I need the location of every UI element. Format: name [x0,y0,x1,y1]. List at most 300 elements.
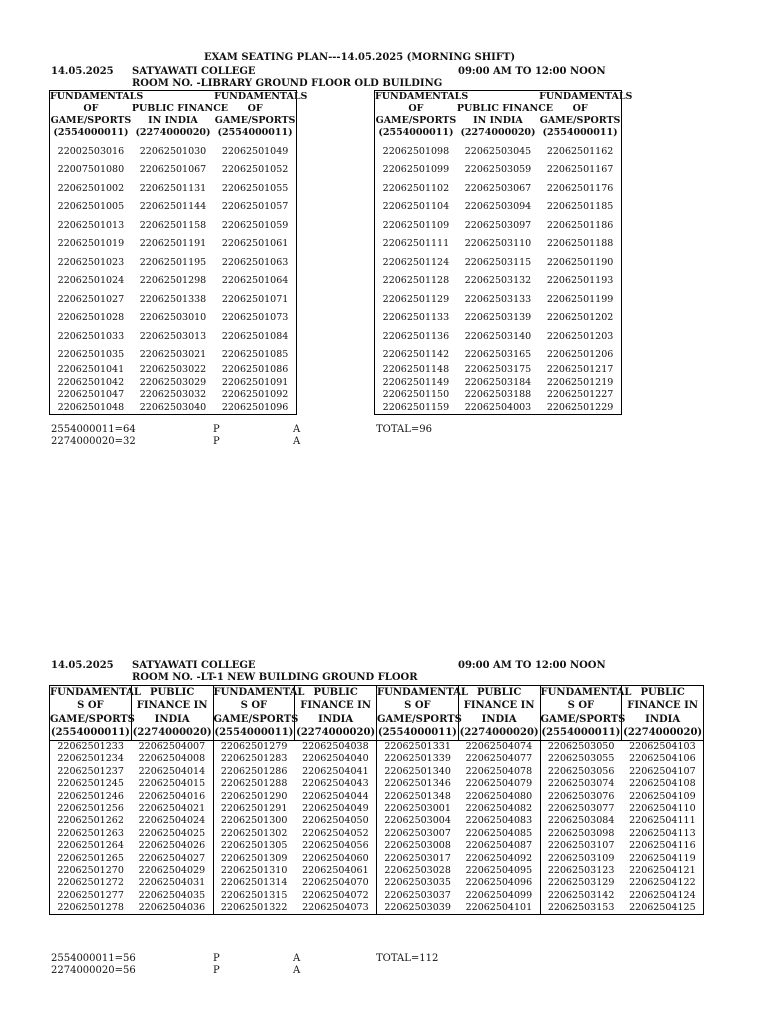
roll-number-cell: 22062504014 [131,766,213,778]
roll-number-cell: 22062503028 [384,864,451,876]
roll-number-cell: 22002503016 [57,145,125,157]
roll-number-cell: 22062504003 [464,401,532,413]
summary-a: A [293,424,301,435]
table-row [50,766,704,778]
roll-number-cell: 22062501086 [221,364,289,376]
column-header-line: (2274000020) [132,726,212,738]
column-header-line: FINANCE IN [627,700,698,712]
roll-number-cell: 22062504124 [629,889,696,901]
roll-number-cell: 22062503050 [547,741,615,753]
table-row [50,290,297,309]
roll-number-cell: 22062501142 [382,349,450,361]
column-header-line: GAME/SPORTS [375,115,457,126]
column-header-line: (2274000020) [459,726,539,738]
roll-number-cell: 22062501049 [221,145,289,157]
roll-number-cell: 22062503153 [547,901,615,913]
roll-number-cell: 22062504079 [458,778,540,790]
roll-number-cell: 22062503098 [547,827,615,839]
summary-a: A [293,953,301,964]
column-header-line: (2274000020) [460,127,536,138]
table-row [50,309,297,328]
roll-number-cell: 22062501338 [139,293,207,305]
column-header [375,91,469,143]
roll-number-cell: 22062504119 [629,852,696,864]
roll-number-cell: 22062504074 [458,741,540,754]
column-header-line: (2274000020) [135,127,211,138]
column-header [214,91,308,143]
table-row [50,272,297,291]
roll-number-cell: 22062501128 [382,275,450,287]
roll-number-cell: 22062504125 [629,901,696,913]
column-header [50,91,144,143]
roll-number-cell: 22062501340 [384,765,451,777]
column-header-line: FINANCE IN [136,700,208,712]
roll-number-cell: 22062501067 [139,164,207,176]
column-header-line: FUNDAMENTALS [375,91,469,102]
column-header [295,686,377,741]
roll-number-cell: 22062501071 [221,293,289,305]
roll-number-cell: 22062501023 [57,256,125,268]
roll-number-cell: 22062504049 [295,803,377,815]
room1-time: 09:00 AM TO 12:00 NOON [458,66,606,77]
column-header-line: (2274000020) [623,726,703,738]
roll-number-cell: 22062501104 [382,201,450,213]
table-row [375,179,622,198]
room2-college: SATYAWATI COLLEGE [132,660,256,671]
column-header-line: S OF [567,700,595,712]
roll-number-cell: 22062501206 [546,349,614,361]
roll-number-cell: 22062503013 [139,330,207,342]
roll-number-cell: 22062501149 [382,376,450,388]
roll-number-cell: 22062503010 [139,312,207,324]
roll-number-cell: 22062501227 [546,389,614,401]
roll-number-cell: 22062504106 [629,753,696,765]
room1-left-table [49,90,308,415]
column-header-line: FINANCE IN [463,700,535,712]
roll-number-cell: 22062503037 [384,889,451,901]
column-header [377,686,468,741]
column-header-line: (2554000011) [53,127,129,138]
summary-p: P [213,424,220,435]
room1-college: SATYAWATI COLLEGE [132,66,256,77]
roll-number-cell: 22062504016 [131,790,213,802]
roll-number-cell: 22062501150 [382,389,450,401]
table-row [50,877,704,889]
column-header-line: PUBLIC [149,687,195,698]
roll-number-cell: 22062503109 [547,852,615,864]
roll-number-cell: 22062501203 [546,330,614,342]
column-header-line: (2554000011) [217,127,293,138]
roll-number-cell: 22062503001 [384,802,451,814]
summary-code: 2554000011=64 [51,424,136,435]
roll-number-cell: 22007501080 [57,164,125,176]
roll-number-cell: 22062501279 [220,741,288,753]
roll-number-cell: 22062501092 [221,389,289,401]
table-row [50,852,704,864]
column-header-line: INDIA [318,713,354,725]
roll-number-cell: 22062504110 [629,802,696,814]
roll-number-cell: 22062503094 [464,201,532,213]
roll-number-cell: 22062504111 [629,815,696,827]
roll-number-cell: 22062501217 [546,364,614,376]
roll-number-cell: 22062503132 [464,275,532,287]
column-header-line: (2554000011) [377,726,457,738]
roll-number-cell: 22062501064 [221,275,289,287]
roll-number-cell: 22062501136 [382,330,450,342]
roll-number-cell: 22062504103 [629,741,696,753]
roll-number-cell: 22062504078 [458,766,540,778]
roll-number-cell: 22062503107 [547,840,615,852]
table-row [50,803,704,815]
roll-number-cell: 22062504056 [295,840,377,852]
roll-number-cell: 22062503059 [464,164,532,176]
column-header [131,91,229,143]
roll-number-cell: 22062503142 [547,889,615,901]
roll-number-cell: 22062501277 [57,889,124,901]
roll-number-cell: 22062503017 [384,852,451,864]
column-header-line: OF [247,103,263,114]
column-header [458,686,540,741]
roll-number-cell: 22062503129 [547,877,615,889]
roll-number-cell: 22062501270 [57,864,124,876]
roll-number-cell: 22062501055 [221,182,289,194]
roll-number-cell: 22062501309 [220,852,288,864]
summary-a: A [293,965,301,976]
column-header-line: FUNDAMENTAL [377,687,468,698]
roll-number-cell: 22062501185 [546,201,614,213]
roll-number-cell: 22062504040 [295,753,377,765]
roll-number-cell: 22062501129 [382,293,450,305]
roll-number-cell: 22062501109 [382,219,450,231]
roll-number-cell: 22062501186 [546,219,614,231]
table-row [50,161,297,180]
roll-number-cell: 22062503074 [547,778,615,790]
column-header-line: OF [408,103,424,114]
roll-number-cell: 22062503139 [464,312,532,324]
roll-number-cell: 22062501176 [546,182,614,194]
roll-number-cell: 22062501048 [57,401,125,413]
summary-p: P [213,953,220,964]
roll-number-cell: 22062501162 [546,145,614,157]
table-row [50,741,704,754]
roll-number-cell: 22062504109 [629,790,696,802]
roll-number-cell: 22062501111 [382,238,450,250]
table-row [50,828,704,840]
column-header-line: FUNDAMENTAL [540,687,632,698]
roll-number-cell: 22062503029 [139,376,207,388]
roll-number-cell: 22062501027 [57,293,125,305]
roll-number-cell: 22062503184 [464,376,532,388]
roll-number-cell: 22062504070 [295,877,377,889]
summary-a: A [293,436,301,447]
column-header-line: FINANCE IN [300,700,371,712]
table-row [50,327,297,346]
column-header-line: (2554000011) [214,726,294,738]
roll-number-cell: 22062501233 [57,741,124,753]
roll-number-cell: 22062501085 [221,349,289,361]
table-row [50,346,297,365]
roll-number-cell: 22062503076 [547,790,615,802]
roll-number-cell: 22062504095 [458,865,540,877]
column-header-line: GAME/SPORTS [540,713,626,725]
roll-number-cell: 22062503140 [464,330,532,342]
column-header-line: FUNDAMENTAL [50,687,141,698]
table-row [375,142,622,161]
table-row [50,377,297,390]
room2-room: ROOM NO. -LT-1 NEW BUILDING GROUND FLOOR [132,672,418,683]
table-row [375,327,622,346]
roll-number-cell: 22062501028 [57,312,125,324]
roll-number-cell: 22062504087 [458,840,540,852]
summary-code: 2554000011=56 [51,953,136,964]
summary-total: TOTAL=112 [376,953,439,964]
table-row [375,290,622,309]
roll-number-cell: 22062501348 [384,790,451,802]
table-row [375,216,622,235]
roll-number-cell: 22062504096 [458,877,540,889]
roll-number-cell: 22062501159 [382,401,450,413]
column-header-line: FUNDAMENTALS [50,91,144,102]
column-header-line: INDIA [481,713,517,725]
roll-number-cell: 22062501073 [221,312,289,324]
roll-number-cell: 22062501234 [57,753,124,765]
roll-number-cell: 22062503008 [384,840,451,852]
column-header-line: PUBLIC [640,687,685,698]
column-header-line: INDIA [645,713,681,725]
roll-number-cell: 22062504072 [295,889,377,901]
roll-number-cell: 22062504052 [295,828,377,840]
roll-number-cell: 22062504035 [131,889,213,901]
roll-number-cell: 22062504073 [295,902,377,915]
roll-number-cell: 22062503115 [464,256,532,268]
column-header [539,91,633,143]
roll-number-cell: 22062501291 [220,802,288,814]
roll-number-cell: 22062501300 [220,815,288,827]
table-row [50,815,704,827]
roll-number-cell: 22062501322 [220,901,288,913]
table-row [375,161,622,180]
roll-number-cell: 22062504083 [458,815,540,827]
roll-number-cell: 22062501193 [546,275,614,287]
roll-number-cell: 22062503165 [464,349,532,361]
room2-date: 14.05.2025 [51,660,114,671]
column-header-line: (2554000011) [541,726,621,738]
room2-time: 09:00 AM TO 12:00 NOON [458,660,606,671]
roll-number-cell: 22062501057 [221,201,289,213]
column-header-line: GAME/SPORTS [50,115,132,126]
roll-number-cell: 22062501144 [139,201,207,213]
roll-number-cell: 22062501013 [57,219,125,231]
roll-number-cell: 22062501219 [546,376,614,388]
column-header-line: (2274000020) [296,726,376,738]
header-row [50,91,297,143]
column-header-line: IN INDIA [473,115,523,126]
table-row [50,198,297,217]
column-header [131,686,213,741]
column-header-line: FUNDAMENTALS [539,91,633,102]
table-row [375,253,622,272]
table-row [50,179,297,198]
header-row [375,91,622,143]
column-header-line: FUNDAMENTALS [214,91,308,102]
column-header [50,686,141,741]
roll-number-cell: 22062503032 [139,389,207,401]
summary-code: 2274000020=32 [51,436,136,447]
roll-number-cell: 22062501133 [382,312,450,324]
roll-number-cell: 22062503035 [384,877,451,889]
roll-number-cell: 22062504041 [295,766,377,778]
roll-number-cell: 22062503067 [464,182,532,194]
roll-number-cell: 22062503040 [139,401,207,413]
table-row [50,253,297,272]
table-row [375,346,622,365]
roll-number-cell: 22062503007 [384,827,451,839]
roll-number-cell: 22062504036 [131,902,213,915]
roll-number-cell: 22062504077 [458,753,540,765]
roll-number-cell: 22062503110 [464,238,532,250]
column-header-line: (2554000011) [542,127,618,138]
room1-right-table [374,90,633,415]
table-row [50,753,704,765]
roll-number-cell: 22062501019 [57,238,125,250]
roll-number-cell: 22062501331 [384,741,451,753]
column-header [213,686,305,741]
roll-number-cell: 22062501298 [139,275,207,287]
roll-number-cell: 22062504082 [458,803,540,815]
roll-number-cell: 22062501310 [220,864,288,876]
roll-number-cell: 22062504021 [131,803,213,815]
roll-number-cell: 22062503039 [384,901,451,913]
column-header-line: IN INDIA [148,115,198,126]
roll-number-cell: 22062501199 [546,293,614,305]
table-row [50,402,297,415]
table-row [375,364,622,377]
roll-number-cell: 22062501041 [57,364,125,376]
roll-number-cell: 22062501131 [139,182,207,194]
table-row [50,790,704,802]
column-header-line: OF [83,103,99,114]
column-header [456,91,554,143]
roll-number-cell: 22062501124 [382,256,450,268]
roll-number-cell: 22062501005 [57,201,125,213]
roll-number-cell: 22062501288 [220,778,288,790]
column-header-line: GAME/SPORTS [539,115,621,126]
roll-number-cell: 22062504085 [458,828,540,840]
table-row [375,389,622,402]
table-row [50,840,704,852]
roll-number-cell: 22062501256 [57,802,124,814]
roll-number-cell: 22062504116 [629,840,696,852]
roll-number-cell: 22062501283 [220,753,288,765]
roll-number-cell: 22062504080 [458,790,540,802]
roll-number-cell: 22062504038 [295,741,377,754]
column-header-line: (2554000011) [50,726,130,738]
column-header-line: PUBLIC FINANCE [131,103,229,114]
table-row [50,902,704,915]
roll-number-cell: 22062504015 [131,778,213,790]
table-row [50,865,704,877]
roll-number-cell: 22062501098 [382,145,450,157]
roll-number-cell: 22062504026 [131,840,213,852]
roll-number-cell: 22062501063 [221,256,289,268]
roll-number-cell: 22062501262 [57,815,124,827]
roll-number-cell: 22062501188 [546,238,614,250]
column-header-line: OF [572,103,588,114]
column-header-line: FUNDAMENTAL [213,687,305,698]
roll-number-cell: 22062504060 [295,852,377,864]
roll-number-cell: 22062503175 [464,364,532,376]
column-header-line: S OF [77,700,104,712]
roll-number-cell: 22062503123 [547,864,615,876]
roll-number-cell: 22062501191 [139,238,207,250]
roll-number-cell: 22062503056 [547,765,615,777]
roll-number-cell: 22062504099 [458,889,540,901]
roll-number-cell: 22062501148 [382,364,450,376]
column-header-line: GAME/SPORTS [214,115,296,126]
roll-number-cell: 22062504025 [131,828,213,840]
roll-number-cell: 22062504024 [131,815,213,827]
roll-number-cell: 22062504121 [629,864,696,876]
roll-number-cell: 22062503084 [547,815,615,827]
roll-number-cell: 22062503045 [464,145,532,157]
roll-number-cell: 22062501265 [57,852,124,864]
roll-number-cell: 22062501059 [221,219,289,231]
summary-total: TOTAL=96 [376,424,432,435]
column-header-line: PUBLIC [313,687,358,698]
roll-number-cell: 22062501061 [221,238,289,250]
roll-number-cell: 22062501002 [57,182,125,194]
roll-number-cell: 22062504107 [629,765,696,777]
roll-number-cell: 22062501091 [221,376,289,388]
table-row [50,235,297,254]
roll-number-cell: 22062501052 [221,164,289,176]
roll-number-cell: 22062504007 [131,741,213,754]
roll-number-cell: 22062503133 [464,293,532,305]
column-header-line: INDIA [154,713,190,725]
table-row [375,198,622,217]
roll-number-cell: 22062501302 [220,827,288,839]
table-row [50,889,704,901]
roll-number-cell: 22062501035 [57,349,125,361]
column-header-line: GAME/SPORTS [213,713,299,725]
roll-number-cell: 22062501084 [221,330,289,342]
roll-number-cell: 22062501024 [57,275,125,287]
table-row [50,216,297,235]
roll-number-cell: 22062501315 [220,889,288,901]
roll-number-cell: 22062504122 [629,877,696,889]
roll-number-cell: 22062503055 [547,753,615,765]
table-row [375,309,622,328]
column-header-line: PUBLIC [476,687,522,698]
roll-number-cell: 22062501272 [57,877,124,889]
roll-number-cell: 22062501033 [57,330,125,342]
column-header-line: GAME/SPORTS [50,713,135,725]
roll-number-cell: 22062504050 [295,815,377,827]
roll-number-cell: 22062503188 [464,389,532,401]
roll-number-cell: 22062501339 [384,753,451,765]
table-row [375,402,622,415]
roll-number-cell: 22062501102 [382,182,450,194]
roll-number-cell: 22062504092 [458,852,540,864]
roll-number-cell: 22062503097 [464,219,532,231]
summary-code: 2274000020=56 [51,965,136,976]
room1-room: ROOM NO. -LIBRARY GROUND FLOOR OLD BUILDING [132,78,443,89]
roll-number-cell: 22062501314 [220,877,288,889]
roll-number-cell: 22062501158 [139,219,207,231]
roll-number-cell: 22062501047 [57,389,125,401]
column-header-line: S OF [240,700,268,712]
column-header [622,686,704,741]
